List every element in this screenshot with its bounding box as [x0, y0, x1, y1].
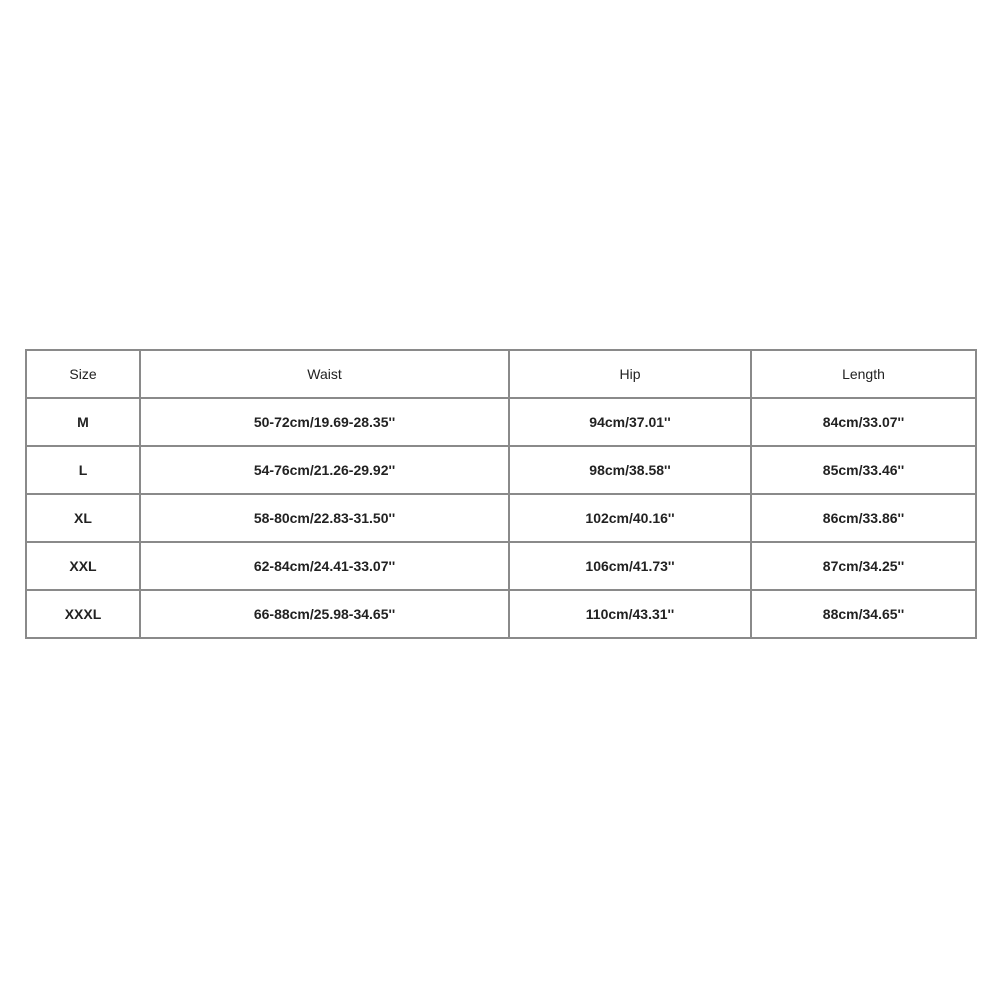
cell-waist: 66-88cm/25.98-34.65'' [140, 590, 509, 638]
cell-size: L [26, 446, 140, 494]
table-header-row [26, 350, 976, 398]
cell-length: 88cm/34.65'' [751, 590, 976, 638]
table-row [26, 494, 976, 542]
cell-hip: 106cm/41.73'' [509, 542, 751, 590]
cell-hip: 94cm/37.01'' [509, 398, 751, 446]
cell-size: XXXL [26, 590, 140, 638]
cell-waist: 58-80cm/22.83-31.50'' [140, 494, 509, 542]
header-hip: Hip [509, 350, 751, 398]
table-row [26, 590, 976, 638]
cell-hip: 98cm/38.58'' [509, 446, 751, 494]
cell-length: 84cm/33.07'' [751, 398, 976, 446]
cell-size: XL [26, 494, 140, 542]
cell-length: 87cm/34.25'' [751, 542, 976, 590]
cell-size: XXL [26, 542, 140, 590]
header-size: Size [26, 350, 140, 398]
cell-waist: 50-72cm/19.69-28.35'' [140, 398, 509, 446]
table-row [26, 398, 976, 446]
header-length: Length [751, 350, 976, 398]
cell-waist: 54-76cm/21.26-29.92'' [140, 446, 509, 494]
cell-length: 86cm/33.86'' [751, 494, 976, 542]
cell-hip: 110cm/43.31'' [509, 590, 751, 638]
cell-length: 85cm/33.46'' [751, 446, 976, 494]
table-row [26, 542, 976, 590]
table-row [26, 446, 976, 494]
cell-hip: 102cm/40.16'' [509, 494, 751, 542]
cell-size: M [26, 398, 140, 446]
size-chart-table [25, 349, 977, 639]
cell-waist: 62-84cm/24.41-33.07'' [140, 542, 509, 590]
header-waist: Waist [140, 350, 509, 398]
